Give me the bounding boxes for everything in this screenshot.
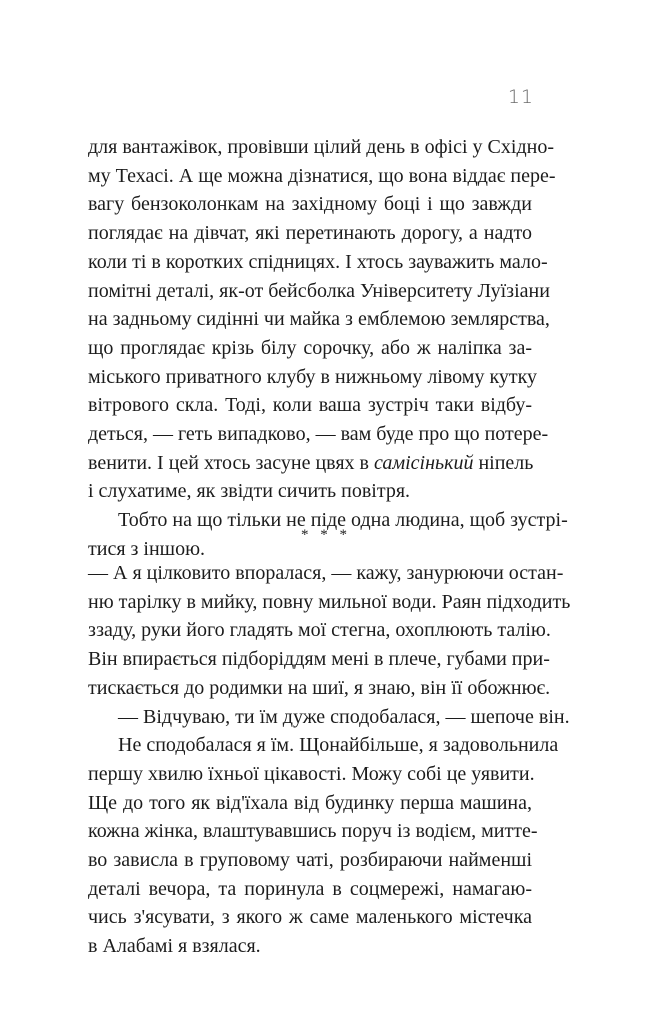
text-line: помітні деталі, як-от бейсболка Університету Луїзіани [88, 279, 550, 302]
text-line: вітрового скла. Тоді, коли ваша зустріч таки відбу- [88, 394, 532, 417]
section-break: * * * [301, 527, 351, 543]
text-line: деться, — геть випадково, — вам буде про що потере- [88, 423, 549, 446]
text-line: Тобто на що тільки не піде одна людина, щоб зустрі- [118, 509, 568, 532]
text-line: коли ті в коротких спідницях. І хтось зауважить мало- [88, 250, 548, 273]
text-line: в Алабамі я взялася. [88, 935, 261, 958]
text-line: кожна жінка, влаштувавшись поруч із водієм, митте- [88, 820, 538, 843]
text-line: чись з'ясувати, з якого ж саме маленького містечка [88, 906, 532, 929]
text-line: тискається до родимки на шиї, я знаю, він її обожнює. [88, 676, 551, 699]
text-segment: венити. І цей хтось засуне цвях в [88, 451, 374, 474]
text-line: для вантажівок, провівши цілий день в офісі у Східно- [88, 136, 554, 158]
text-line: що проглядає крізь білу сорочку, або ж наліпка за- [88, 336, 532, 359]
paragraph-block-2 [88, 559, 571, 961]
page-number: 11 [507, 86, 534, 108]
text-line: Він впирається підборіддям мені в плече, губами при- [88, 648, 550, 671]
text-line: Не сподобалася я їм. Щонайбільше, я задовольнила [118, 734, 559, 757]
text-segment: ніпель [473, 451, 534, 474]
text-line: ззаду, руки його гладять мої стегна, охоплюють талію. [88, 619, 551, 642]
text-line: Ще до того як від'їхала від будинку перша машина, [88, 791, 532, 814]
text-line: — Відчуваю, ти їм дуже сподобалася, — шепоче він. [118, 705, 570, 728]
text-line: поглядає на дівчат, які перетинають дорогу, а надто [88, 222, 532, 245]
text-line: першу хвилю їхньої цікавості. Можу собі це уявити. [88, 762, 535, 785]
italic-word: самісінький [373, 451, 474, 474]
text-line: вагу бензоколонкам на західному боці і що завжди [88, 193, 532, 216]
text-line: деталі вечора, та поринула в соцмережі, намагаю- [88, 877, 532, 900]
text-line: ню тарілку в мийку, повну мильної води. Раян підходить [88, 590, 571, 613]
text-line: му Техасі. А ще можна дізнатися, що вона віддає пере- [88, 164, 556, 187]
text-line: — А я цілковито впоралася, — кажу, занурюючи остан- [88, 562, 564, 584]
text-line: міського приватного клубу в нижньому лівому кутку [88, 365, 538, 388]
text-line: і слухатиме, як звідти сичить повітря. [88, 480, 411, 503]
text-line: во зависла в груповому чаті, розбираючи найменші [88, 849, 532, 872]
text-line: тися з іншою. [88, 537, 206, 560]
text-line-with-italic [88, 449, 532, 478]
paragraph-block-1 [88, 133, 568, 564]
text-line: на задньому сидінні чи майка з емблемою землярства, [88, 308, 550, 331]
